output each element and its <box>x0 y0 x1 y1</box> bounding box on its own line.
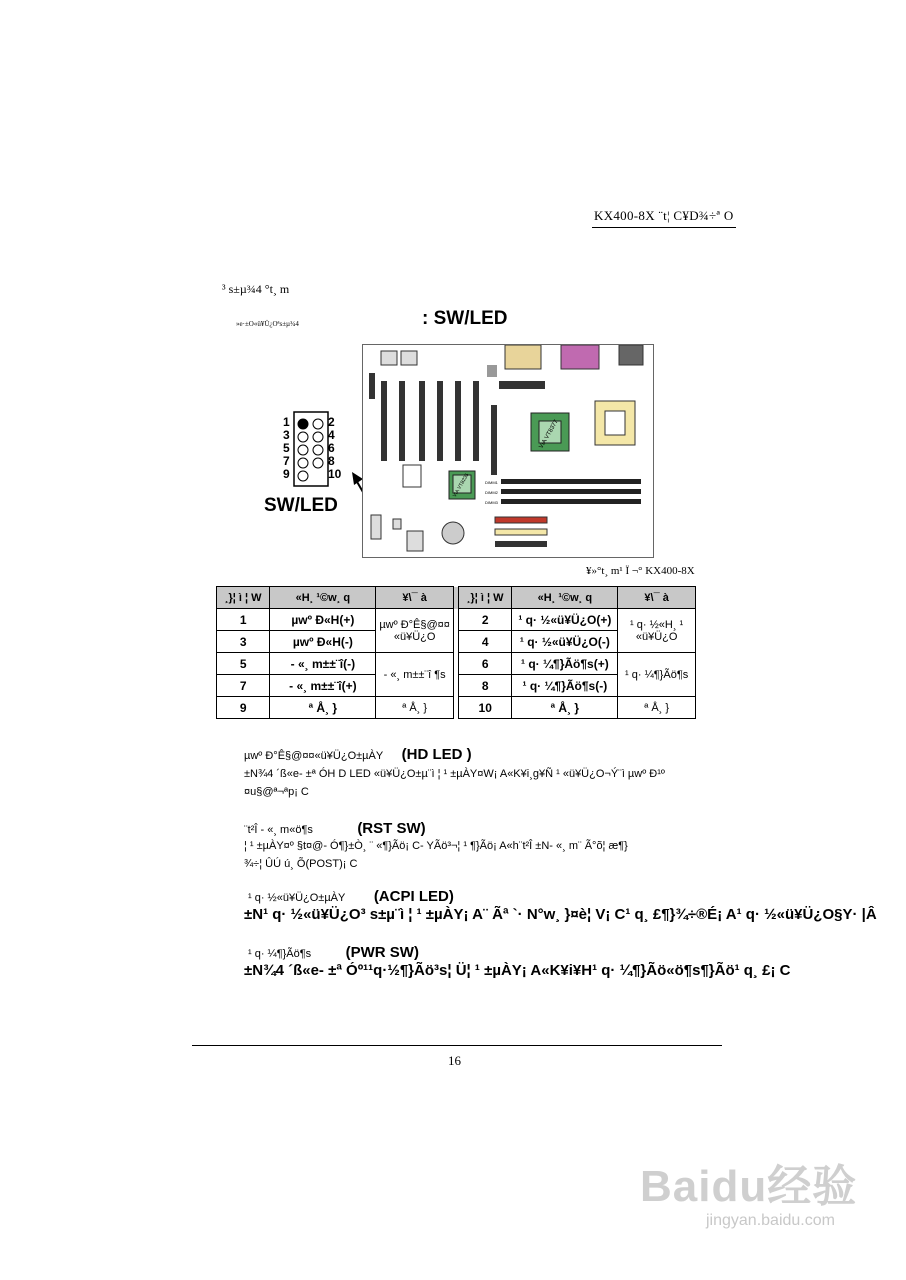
section-rst-sw-body-2: ¾÷¦ ÛÚ ú¸ Õ(POST)¡ C <box>244 858 358 870</box>
section-rst-sw <box>244 820 804 838</box>
signal-cell: µwº Ð«H(+) <box>270 609 376 631</box>
col-header-signal-right: «H¸ ¹©w¸ q <box>512 587 618 609</box>
pin-numbers-right <box>328 416 341 481</box>
pin-cell: 3 <box>217 631 270 653</box>
pin-number: 7 <box>283 454 290 468</box>
section-rst-sw-title: (RST SW) <box>357 820 426 837</box>
section-pwr-sw-body: ±N¾4 ´ß«e- ±ª Óº¹¹q·½¶}Ãö³s¦ Ü¦ ¹ ±µÀY¡ A«K¥i¥H¹ q· ¼¶}Ãö«ö¶s¶}Ãö¹ q¸ £¡ C <box>244 962 791 979</box>
pin-cell: 2 <box>458 609 511 631</box>
pin-cell: 7 <box>217 675 270 697</box>
section-hd-led-label: µwº Ð°Ê§@¤¤«ü¥Ü¿O±µÀY <box>244 750 384 762</box>
table-row <box>217 653 696 675</box>
pin-header-svg <box>283 410 353 490</box>
table-row <box>217 697 696 719</box>
section-acpi-led <box>248 888 808 906</box>
col-header-function-left: ¥\¯ à <box>376 587 454 609</box>
pin-cell: 1 <box>217 609 270 631</box>
motherboard-diagram <box>362 344 654 558</box>
pin-number: 10 <box>328 467 342 481</box>
signal-cell: µwº Ð«H(-) <box>270 631 376 653</box>
function-cell: ¹ q· ¼¶}Ãö¶s <box>618 653 696 697</box>
header-title: KX400-8X ¨t¦ C¥D¾÷ª O <box>594 208 734 223</box>
section-subheading: ³ s±µ¾4 °t¸ m <box>222 282 290 296</box>
col-header-signal-left: «H¸ ¹©w¸ q <box>270 587 376 609</box>
pin-number: 8 <box>328 454 335 468</box>
signal-cell: ¹ q· ¼¶}Ãö¶s(-) <box>512 675 618 697</box>
section-pwr-sw-label: ¹ q· ¼¶}Ãö¶s <box>248 948 312 960</box>
footer-rule <box>192 1045 722 1046</box>
pin-cell: 5 <box>217 653 270 675</box>
signal-cell: ¹ q· ½«ü¥Ü¿O(-) <box>512 631 618 653</box>
dimm1-label: DIMM1 <box>485 480 498 485</box>
signal-cell: ¹ q· ½«ü¥Ü¿O(+) <box>512 609 618 631</box>
page-number: 16 <box>448 1053 461 1068</box>
pin-number: 6 <box>328 441 335 455</box>
figure-title: : SW/LED <box>422 308 508 329</box>
dimm3-label: DIMM3 <box>485 500 498 505</box>
section-hd-led-title: (HD LED ) <box>401 746 472 763</box>
signal-cell: ª Å¸ } <box>512 697 618 719</box>
pin-number: 1 <box>283 415 290 429</box>
motherboard-svg <box>363 345 653 557</box>
pin-assignment-table <box>216 586 696 719</box>
board-caption: ¥»°t¸ m¹ Ï ¬° KX400-8X <box>586 565 695 577</box>
section-rst-sw-label: ¨t²Î - «¸ m«ö¶s <box>244 824 313 836</box>
section-pwr-sw-title: (PWR SW) <box>345 944 419 961</box>
section-rst-sw-body: ¦ ¹ ±µÀY¤º §t¤@- Ó¶}±Ò¸ ¨ «¶}Ãö¡ C- YÃö³¬¦ ¹ ¶}Ãö¡ A«h¨t²Î ±N- «¸ m¨ Ã°õ¦ æ¶} <box>244 840 628 852</box>
pin-numbers-left <box>283 416 290 481</box>
signal-cell: ¹ q· ¼¶}Ãö¶s(+) <box>512 653 618 675</box>
pin-number: 9 <box>283 467 290 481</box>
col-header-pin-right: ¸}¦ ì ¦ W <box>458 587 511 609</box>
pin-cell: 4 <box>458 631 511 653</box>
pin-cell: 8 <box>458 675 511 697</box>
pin-number: 2 <box>328 415 335 429</box>
header-rule <box>592 227 736 228</box>
pin-number: 5 <box>283 441 290 455</box>
pin-cell: 9 <box>217 697 270 719</box>
north-bridge-label: VIA VT8377 <box>538 419 560 450</box>
table-row <box>217 609 696 631</box>
south-bridge-label: VIA VT8235 <box>451 472 471 499</box>
pin-number: 4 <box>328 428 335 442</box>
section-hd-led-body: ±N¾4 ´ß«e- ±ª ÓH D LED «ü¥Ü¿O±µ¨ì ¦ ¹ ±µÀY¤W¡ A«K¥i¸g¥Ñ ¹ «ü¥Ü¿O¬Ý¨ì µwº Ð¹º <box>244 768 665 780</box>
pin-number: 3 <box>283 428 290 442</box>
pin-cell: 6 <box>458 653 511 675</box>
signal-cell: - «¸ m±±¨î(-) <box>270 653 376 675</box>
signal-cell: - «¸ m±±¨î(+) <box>270 675 376 697</box>
signal-cell: ª Å¸ } <box>270 697 376 719</box>
function-cell: - «¸ m±±¨î ¶s <box>376 653 454 697</box>
col-header-function-right: ¥\¯ à <box>618 587 696 609</box>
function-cell: ª Å¸ } <box>376 697 454 719</box>
figure-small-caption: »e·±O«ü¥Ü¿Oªs±µ¾4 <box>236 320 299 328</box>
section-acpi-led-label: ¹ q· ½«ü¥Ü¿O±µÀY <box>248 892 346 904</box>
section-acpi-led-title: (ACPI LED) <box>373 888 454 905</box>
table-header-row <box>217 587 696 609</box>
pin-header-diagram <box>283 410 353 490</box>
section-pwr-sw <box>248 944 808 962</box>
function-cell: ª Å¸ } <box>618 697 696 719</box>
col-header-pin-left: ¸}¦ ì ¦ W <box>217 587 270 609</box>
connector-label: SW/LED <box>264 495 338 516</box>
section-acpi-led-body: ±N¹ q· ½«ü¥Ü¿O³ s±µ¨ì ¦ ¹ ±µÀY¡ A¨ Ãª `· N°w¸ }¤è¦ V¡ C¹ q¸ £¶}¾÷®É¡ A¹ q· ½«ü¥Ü¿O§Y· |Â <box>244 906 877 923</box>
function-cell: µwº Ð°Ê§@¤¤ «ü¥Ü¿O <box>376 609 454 653</box>
watermark-logo: Baidu经验 <box>640 1162 858 1211</box>
pin-cell: 10 <box>458 697 511 719</box>
dimm2-label: DIMM2 <box>485 490 498 495</box>
watermark-url: jingyan.baidu.com <box>706 1212 835 1229</box>
function-cell: ¹ q· ½«H¸ ¹ «ü¥Ü¿O <box>618 609 696 653</box>
section-hd-led <box>244 746 804 764</box>
section-hd-led-body-2: ¤u§@ª¬ªp¡ C <box>244 786 309 798</box>
